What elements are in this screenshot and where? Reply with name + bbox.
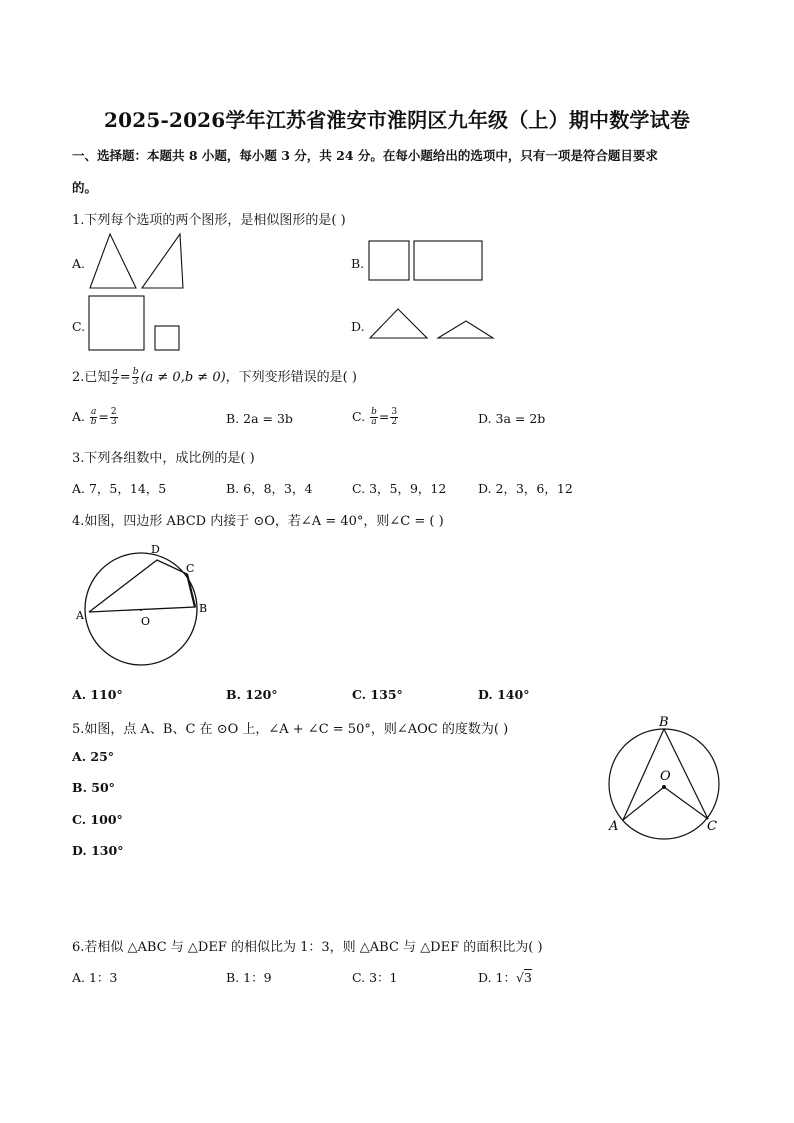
label-b: B [659, 715, 669, 730]
q3-option-d: D. 2，3，6，12 [478, 481, 573, 496]
label-c: C [707, 819, 717, 834]
square-shape [369, 241, 409, 280]
q3-stem: 3.下列各组数中，成比例的是( ) [72, 451, 255, 466]
label-c: C [186, 562, 195, 575]
q5-circle-figure [596, 712, 730, 840]
fraction-a-over-2: $\frac{a}{2}$ [112, 367, 118, 387]
q2-stem: 2.已知 $\frac{a}{2}$ = $\frac{b}{3}$ (a ≠ 0,b ≠ 0)，下列变形错误的是( ) [72, 367, 357, 387]
q1-option-b-figure [366, 238, 488, 284]
section-intro-line2: 的。 [72, 180, 98, 195]
q2-stem-pre: 2.已知 [72, 370, 111, 385]
label-d: D [151, 543, 160, 556]
q1-option-b-label: B. [351, 256, 365, 271]
q1-option-c-label: C. [72, 319, 86, 334]
q3-option-c: C. 3，5，9，12 [352, 481, 447, 496]
q2-option-d: D. 3a = 2b [478, 411, 546, 426]
q1-option-d-figure [366, 305, 498, 341]
rectangle-shape [414, 241, 482, 280]
q1-option-c-figure [86, 293, 186, 353]
q3-option-a: A. 7，5，14，5 [72, 481, 167, 496]
q2-condition: (a ≠ 0,b ≠ 0) [140, 370, 226, 385]
section-intro-line1: 一、选择题：本题共 8 小题，每小题 3 分，共 24 分。在每小题给出的选项中，只有一项是符合题目要求 [72, 148, 658, 163]
triangle-shape [90, 234, 136, 288]
triangle-shape [370, 309, 427, 338]
label-a: A [609, 819, 619, 834]
circle-o [609, 729, 719, 839]
triangle-shape [142, 234, 183, 288]
q1-option-d-label: D. [351, 319, 365, 334]
q4-option-d: D. 140° [478, 687, 530, 702]
label-o: O [660, 769, 671, 784]
q6-option-d: D. 1：√3 [478, 970, 532, 985]
q1-option-a-label: A. [72, 256, 86, 271]
q6-option-c: C. 3：1 [352, 970, 398, 985]
flat-triangle-shape [438, 321, 493, 338]
q2-stem-post: ，下列变形错误的是( ) [225, 370, 357, 385]
q5-option-c: C. 100° [72, 812, 123, 827]
q4-option-c: C. 135° [352, 687, 403, 702]
q1-stem: 1.下列每个选项的两个图形，是相似图形的是( ) [72, 213, 346, 228]
q1-option-a-figure [86, 230, 191, 292]
sqrt-symbol: √ [515, 970, 524, 985]
q5-stem: 5.如图，点 A、B、C 在 ⊙O 上，∠A + ∠C = 50°，则∠AOC 的度数为( ) [72, 722, 509, 737]
q6-stem: 6.若相似 △ABC 与 △DEF 的相似比为 1：3，则 △ABC 与 △DEF 的面积比为( ) [72, 940, 543, 955]
q4-circle-figure [72, 538, 222, 670]
center-point [662, 785, 666, 789]
q5-option-d: D. 130° [72, 843, 124, 858]
q3-option-b: B. 6，8，3，4 [226, 481, 313, 496]
q4-option-b: B. 120° [226, 687, 278, 702]
q5-option-a: A. 25° [72, 749, 115, 764]
q6-option-a: A. 1：3 [72, 970, 118, 985]
label-o: O [141, 615, 151, 628]
center-point [140, 609, 142, 611]
q4-option-a: A. 110° [72, 687, 123, 702]
page-title: 2025-2026学年江苏省淮安市淮阴区九年级（上）期中数学试卷 [103, 108, 691, 132]
large-square-shape [89, 296, 144, 350]
q2-option-b: B. 2a = 3b [226, 411, 293, 426]
q2-option-a: A. $\frac{a}{b}$ = $\frac{2}{3}$ [72, 407, 117, 427]
label-b: B [199, 602, 208, 615]
label-a: A [76, 609, 84, 622]
q2-option-c: C. $\frac{b}{a}$ = $\frac{3}{2}$ [352, 407, 398, 427]
small-square-shape [155, 326, 179, 350]
q4-stem: 4.如图，四边形 ABCD 内接于 ⊙O，若∠A = 40°，则∠C = ( ) [72, 514, 444, 529]
fraction-b-over-3: $\frac{b}{3}$ [132, 367, 139, 387]
q6-option-b: B. 1：9 [226, 970, 272, 985]
q5-option-b: B. 50° [72, 780, 115, 795]
